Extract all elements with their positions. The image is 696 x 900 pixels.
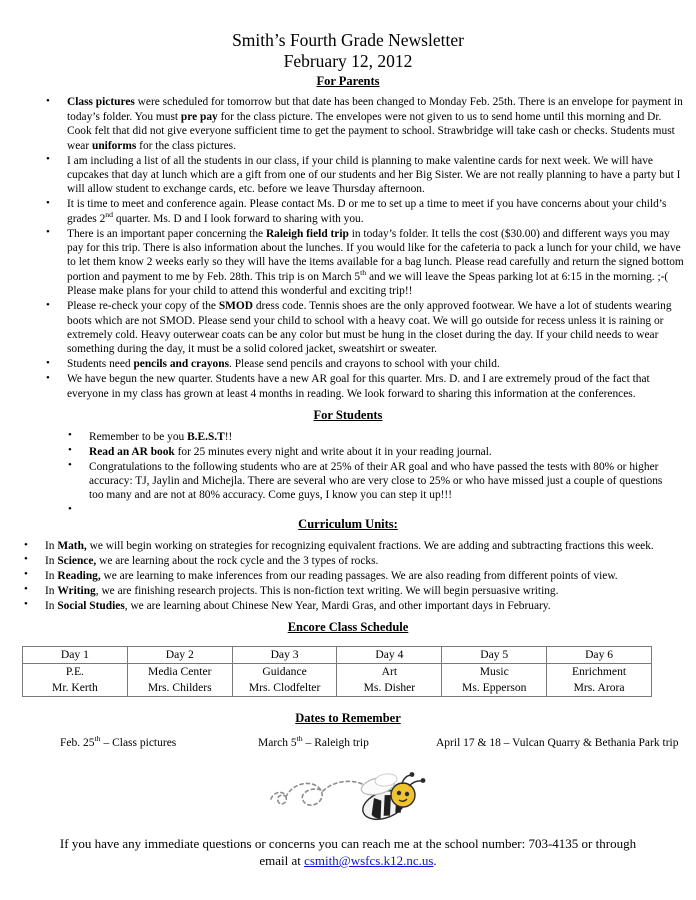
list-item (24, 554, 684, 568)
list-item (46, 227, 688, 299)
page-title: Smith’s Fourth Grade Newsletter (232, 30, 464, 50)
bullet-icon: • (46, 153, 50, 165)
encore-class-name: P.E. (65, 665, 84, 679)
bullet-icon: • (68, 444, 72, 457)
bullet-icon: • (46, 94, 50, 107)
bee-body (359, 772, 426, 825)
list-item (24, 539, 684, 553)
date-entry-class-pictures: Feb. 25th – Class pictures (60, 733, 177, 749)
table-cell (337, 664, 442, 697)
list-item-text: It is time to meet and conference again. Please contact Ms. D or me to set up a time to meet if you have concerns about your child’s grades 2nd quarter. Ms. D and I look forward to sharing with you. (67, 198, 667, 225)
table-header-cell: Day 3 (232, 646, 337, 663)
table-cell (127, 664, 232, 697)
list-item-text: In Reading, we are learning to make inferences from our reading passages. We are also reading from different points of view. (45, 569, 618, 582)
bullet-icon: • (24, 583, 28, 596)
table-cell (547, 664, 652, 697)
list-item (46, 197, 688, 226)
footer-line-2-prefix: email at (259, 852, 305, 868)
bullet-icon: • (24, 568, 28, 581)
bullet-icon: • (24, 553, 28, 566)
table-header-cell: Day 5 (442, 646, 547, 663)
curriculum-units-list (24, 539, 684, 613)
list-item (46, 299, 688, 357)
list-item-text: In Math, we will begin working on strategies for recognizing equivalent fractions. We are adding and subtracting fractions this week. (45, 540, 654, 553)
table-header-cell: Day 1 (23, 646, 128, 663)
bullet-icon: • (68, 459, 72, 472)
list-item (68, 430, 672, 444)
encore-teacher-name: Mr. Kerth (52, 680, 98, 694)
dates-to-remember-row (0, 733, 696, 751)
date-entry-quarry-park-trip: April 17 & 18 – Vulcan Quarry & Bethania Park trip (436, 736, 679, 749)
list-item-text: In Social Studies, we are learning about Chinese New Year, Mardi Gras, and other important days in February. (45, 599, 551, 612)
list-item-text: We have begun the new quarter. Students have a new AR goal for this quarter. Mrs. D. and I are extremely proud of the fact that everyone in my class has grown at least 4 months in reading. We look forward to sharing this information at the conferences. (67, 373, 650, 400)
encore-class-name: Guidance (262, 665, 307, 679)
bullet-icon: • (46, 371, 50, 384)
list-item-text: Read an AR book for 25 minutes every night and write about it in your reading journal. (89, 445, 492, 458)
encore-class-name: Music (479, 665, 509, 679)
bullet-icon: • (46, 298, 50, 311)
list-item-text: In Science, we are learning about the rock cycle and the 3 types of rocks. (45, 554, 379, 567)
list-item (24, 599, 684, 613)
encore-teacher-name: Mrs. Clodfelter (248, 680, 321, 694)
table-cell (23, 664, 128, 697)
encore-teacher-name: Mrs. Childers (147, 680, 212, 694)
list-item-text: I am including a list of all the students in our class, if your child is planning to make valentine cards for next week. We will have cupcakes that day at lunch which are a gift from one of our students and her Big Sister. We are not really planning to have a party but I will allow student to exchange cards, etc. before we leave Thursday afternoon. (67, 154, 681, 196)
encore-schedule-table (22, 646, 652, 697)
list-item (68, 445, 672, 459)
footer-contact (38, 835, 658, 870)
bullet-icon: • (68, 429, 72, 442)
list-item-text: There is an important paper concerning the Raleigh field trip in today’s folder. It tells the cost ($30.00) and different ways you may pay for this trip. There is also information about the lunches. If you would like for the cafeteria to pack a lunch for your child, we have to let them know 2 weeks early so they will have the items available for a bag lunch. Please read carefully and return the signed bottom portion and payment to me by Feb. 28th. This trip is on March 5th and we will leave the Speas parking lot at 6:15 in the morning. ;-( Please make plans for your child to attend this wonderful and exciting trip!! (67, 227, 684, 298)
date-entry-raleigh-trip: March 5th – Raleigh trip (258, 733, 369, 749)
bullet-icon: • (68, 502, 72, 515)
bumble-bee-icon (268, 769, 428, 827)
list-item (24, 584, 684, 598)
section-heading-curriculum-units: Curriculum Units: (298, 517, 398, 532)
table-row-classes (23, 664, 652, 697)
bullet-icon: • (46, 226, 50, 239)
table-header-cell: Day 2 (127, 646, 232, 663)
table-cell (232, 664, 337, 697)
bullet-icon: • (24, 538, 28, 551)
bee-graphic (0, 769, 696, 827)
encore-class-name: Enrichment (572, 665, 627, 679)
list-item (24, 569, 684, 583)
table-header-cell: Day 6 (547, 646, 652, 663)
bullet-icon: • (46, 356, 50, 369)
list-item (46, 154, 688, 197)
bullet-icon: • (46, 196, 50, 209)
section-heading-dates-to-remember: Dates to Remember (295, 710, 401, 725)
list-item-text: Remember to be you B.E.S.T!! (89, 430, 233, 443)
encore-class-name: Media Center (148, 665, 212, 679)
footer-line-2-suffix: . (433, 852, 437, 868)
list-item-text: Class pictures were scheduled for tomorrow but that date has been changed to Monday Feb. 25th. There is an envelope for payment in today’s folder. You must pre pay for the class picture. The envelopes were not given to us to send home until this morning and Dr. Cook felt that did not give everyone sufficient time to get the payment to school. Strawbridge will take cash or checks. Students must wear uniforms for the class pictures. (67, 96, 683, 152)
list-item (46, 95, 688, 153)
email-link[interactable]: csmith@wsfcs.k12.nc.us (304, 852, 434, 868)
list-item (68, 503, 672, 516)
list-item (68, 460, 672, 503)
section-heading-encore-class-schedule: Encore Class Schedule (287, 620, 409, 635)
list-item (46, 372, 688, 401)
list-item (46, 357, 688, 371)
section-heading-for-parents: For Parents (316, 73, 380, 88)
newsletter-date: February 12, 2012 (283, 51, 413, 72)
bullet-icon: • (24, 598, 28, 611)
table-cell (442, 664, 547, 697)
list-item-text: Please re-check your copy of the SMOD dress code. Tennis shoes are the only approved footwear. We have a lot of students wearing boots which are not SMOD. Please send your child to school with a heavy coat. We will go outside for recess unless it is raining or extremely cold. Heavy outerwear coats can be any color but must be hung in the closet during the day. If your child needs to wear something during the day, it must be a solid colored jacket, sweatshirt or sweater. (67, 300, 672, 356)
table-header-cell: Day 4 (337, 646, 442, 663)
for-parents-list (46, 95, 688, 401)
encore-teacher-name: Ms. Disher (363, 680, 416, 694)
for-students-list (68, 430, 672, 517)
list-item-text: In Writing, we are finishing research projects. This is non-fiction text writing. We will begin persuasive writing. (45, 584, 559, 597)
encore-class-name: Art (381, 665, 398, 679)
table-row-headers (23, 646, 652, 663)
list-item-text: Congratulations to the following students who are at 25% of their AR goal and who have passed the tests with 80% or higher accuracy: TJ, Jaylin and Michejla. There are several who are very close to 25% or who have missed just a couple of questions too many and are not at 80% accuracy. Come guys, I know you can step it up!!! (89, 460, 663, 502)
encore-teacher-name: Mrs. Arora (573, 680, 625, 694)
encore-teacher-name: Ms. Epperson (462, 680, 527, 694)
list-item-text: Students need pencils and crayons. Please send pencils and crayons to school with your child. (67, 358, 500, 371)
footer-line-1: If you have any immediate questions or concerns you can reach me at the school number: 703-4135 or through (59, 835, 637, 851)
section-heading-for-students: For Students (313, 408, 383, 423)
